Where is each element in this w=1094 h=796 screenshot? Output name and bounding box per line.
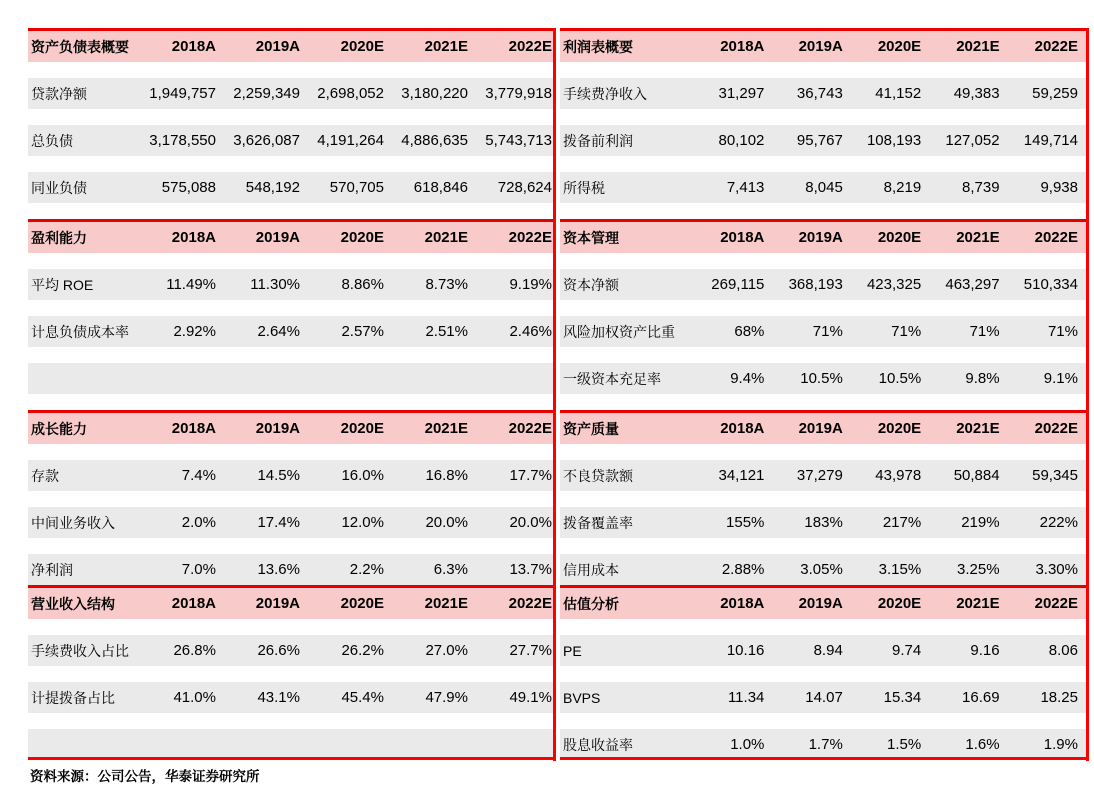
row-label: 信用成本 <box>563 561 619 578</box>
cell-value: 3,180,220 <box>401 85 468 102</box>
table-section <box>28 410 554 585</box>
row-label: 净利润 <box>31 561 73 578</box>
row-label: 资本净额 <box>563 276 619 293</box>
cell-value: 26.6% <box>257 642 300 659</box>
cell-value: 17.4% <box>257 514 300 531</box>
cell-value: 8.94 <box>813 642 843 659</box>
table-row <box>560 635 1086 666</box>
year-header-2021E: 2021E <box>424 229 468 246</box>
year-header-2021E: 2021E <box>424 595 468 612</box>
section-title: 资本管理 <box>563 229 619 246</box>
cell-value: 27.0% <box>425 642 468 659</box>
cell-value: 1.7% <box>808 736 843 753</box>
row-label: 手续费收入占比 <box>31 642 129 659</box>
year-header-2021E: 2021E <box>424 38 468 55</box>
cell-value: 20.0% <box>425 514 468 531</box>
cell-value: 9.74 <box>891 642 922 659</box>
left-table <box>28 28 554 760</box>
row-label: PE <box>563 642 582 659</box>
cell-value: 222% <box>1039 514 1078 531</box>
year-header-2022E: 2022E <box>508 595 552 612</box>
year-header-2018A: 2018A <box>171 420 216 437</box>
cell-value: 11.30% <box>250 276 300 293</box>
year-header-2022E: 2022E <box>508 229 552 246</box>
row-label: 一级资本充足率 <box>563 370 661 387</box>
row-label: 存款 <box>31 467 59 484</box>
row-label: 平均 ROE <box>31 276 94 293</box>
cell-value: 10.5% <box>800 370 843 387</box>
cell-value: 80,102 <box>718 132 765 149</box>
cell-value: 49,383 <box>953 85 1000 102</box>
table-row <box>560 125 1086 156</box>
table-divider-line <box>553 28 556 761</box>
table-row <box>28 172 554 203</box>
row-label: 中间业务收入 <box>31 514 115 531</box>
year-header-2022E: 2022E <box>1034 420 1078 437</box>
cell-value: 8,045 <box>805 179 843 196</box>
year-header-2020E: 2020E <box>340 420 384 437</box>
section-title: 营业收入结构 <box>31 595 115 612</box>
cell-value: 2.92% <box>173 323 216 340</box>
cell-value: 2.2% <box>349 561 384 578</box>
cell-value: 11.34 <box>727 689 765 706</box>
cell-value: 6.3% <box>433 561 468 578</box>
table-row <box>560 316 1086 347</box>
cell-value: 1,949,757 <box>149 85 216 102</box>
cell-value: 463,297 <box>945 276 1000 293</box>
cell-value: 2.57% <box>341 323 384 340</box>
cell-value: 49.1% <box>509 689 552 706</box>
row-label: 计提拨备占比 <box>31 689 115 706</box>
cell-value: 8,739 <box>962 179 1000 196</box>
year-header-2019A: 2019A <box>798 420 843 437</box>
section-header-row <box>28 219 554 253</box>
cell-value: 127,052 <box>945 132 1000 149</box>
year-header-2020E: 2020E <box>877 595 922 612</box>
cell-value: 47.9% <box>425 689 468 706</box>
cell-value: 16.0% <box>341 467 384 484</box>
year-header-2021E: 2021E <box>956 38 1000 55</box>
table-row <box>560 554 1086 585</box>
cell-value: 59,259 <box>1032 85 1078 102</box>
cell-value: 14.5% <box>257 467 300 484</box>
cell-value: 3.25% <box>957 561 1000 578</box>
table-row <box>560 682 1086 713</box>
year-header-2022E: 2022E <box>508 38 552 55</box>
right-table-bottom-line <box>560 757 1089 760</box>
cell-value: 27.7% <box>509 642 552 659</box>
year-header-2020E: 2020E <box>877 38 922 55</box>
table-section <box>28 219 554 394</box>
section-header-row <box>560 410 1086 444</box>
section-header-row <box>28 585 554 619</box>
year-header-2018A: 2018A <box>171 595 216 612</box>
cell-value: 95,767 <box>796 132 843 149</box>
cell-value: 423,325 <box>866 276 922 293</box>
cell-value: 34,121 <box>718 467 765 484</box>
year-header-2018A: 2018A <box>720 595 765 612</box>
cell-value: 368,193 <box>788 276 843 293</box>
year-header-2022E: 2022E <box>1034 595 1078 612</box>
table-section <box>560 410 1086 585</box>
row-label: 股息收益率 <box>563 736 633 753</box>
source-note: 资料来源：公司公告，华泰证券研究所 <box>30 769 260 784</box>
section-header-row <box>28 28 554 62</box>
year-header-2018A: 2018A <box>171 229 216 246</box>
cell-value: 570,705 <box>329 179 384 196</box>
year-header-2018A: 2018A <box>720 38 765 55</box>
cell-value: 50,884 <box>953 467 1000 484</box>
table-section <box>560 585 1086 760</box>
table-row <box>28 125 554 156</box>
cell-value: 26.8% <box>173 642 216 659</box>
year-header-2020E: 2020E <box>340 229 384 246</box>
cell-value: 12.0% <box>341 514 384 531</box>
cell-value: 2.88% <box>721 561 765 578</box>
table-row <box>28 635 554 666</box>
section-header-row <box>28 410 554 444</box>
year-header-2022E: 2022E <box>508 420 552 437</box>
table-row <box>560 729 1086 760</box>
year-header-2018A: 2018A <box>720 229 765 246</box>
cell-value: 9.8% <box>965 370 1000 387</box>
cell-value: 108,193 <box>866 132 922 149</box>
row-label: 所得税 <box>563 179 605 196</box>
cell-value: 2.46% <box>509 323 552 340</box>
table-row <box>560 172 1086 203</box>
cell-value: 16.69 <box>962 689 1000 706</box>
year-header-2020E: 2020E <box>340 38 384 55</box>
year-header-2019A: 2019A <box>798 229 843 246</box>
cell-value: 45.4% <box>341 689 384 706</box>
cell-value: 14.07 <box>805 689 843 706</box>
year-header-2022E: 2022E <box>1034 38 1078 55</box>
cell-value: 18.25 <box>1040 689 1078 706</box>
right-table <box>560 28 1086 760</box>
table-section <box>28 28 554 203</box>
cell-value: 36,743 <box>796 85 843 102</box>
cell-value: 13.6% <box>257 561 300 578</box>
cell-value: 16.8% <box>425 467 468 484</box>
cell-value: 3.15% <box>878 561 922 578</box>
year-header-2020E: 2020E <box>877 420 922 437</box>
cell-value: 1.9% <box>1043 736 1078 753</box>
table-row <box>28 460 554 491</box>
row-label: 计息负债成本率 <box>31 323 129 340</box>
cell-value: 4,886,635 <box>401 132 468 149</box>
row-label: 风险加权资产比重 <box>563 323 675 340</box>
year-header-2018A: 2018A <box>171 38 216 55</box>
table-row <box>28 682 554 713</box>
cell-value: 8.06 <box>1048 642 1078 659</box>
cell-value: 269,115 <box>711 276 765 293</box>
cell-value: 618,846 <box>413 179 468 196</box>
cell-value: 43.1% <box>257 689 300 706</box>
cell-value: 217% <box>882 514 922 531</box>
year-header-2021E: 2021E <box>956 420 1000 437</box>
table-row <box>28 507 554 538</box>
cell-value: 2.0% <box>181 514 216 531</box>
cell-value: 510,334 <box>1023 276 1078 293</box>
year-header-2019A: 2019A <box>255 595 300 612</box>
table-row <box>28 316 554 347</box>
table-row <box>28 363 554 394</box>
section-title: 成长能力 <box>31 420 87 437</box>
cell-value: 20.0% <box>509 514 552 531</box>
cell-value: 3,178,550 <box>149 132 216 149</box>
cell-value: 17.7% <box>509 467 552 484</box>
section-header-row <box>560 585 1086 619</box>
row-label: 总负债 <box>31 132 73 149</box>
table-section <box>28 585 554 760</box>
table-row <box>28 78 554 109</box>
year-header-2019A: 2019A <box>255 229 300 246</box>
table-section <box>560 219 1086 394</box>
cell-value: 155% <box>726 514 765 531</box>
section-title: 利润表概要 <box>563 38 633 55</box>
year-header-2019A: 2019A <box>255 38 300 55</box>
cell-value: 183% <box>804 514 843 531</box>
row-label: 拨备覆盖率 <box>563 514 633 531</box>
cell-value: 71% <box>1047 323 1078 340</box>
cell-value: 2,698,052 <box>317 85 384 102</box>
table-row <box>28 554 554 585</box>
section-title: 盈利能力 <box>31 229 87 246</box>
cell-value: 9.16 <box>970 642 1000 659</box>
year-header-2020E: 2020E <box>877 229 922 246</box>
table-row <box>560 363 1086 394</box>
cell-value: 2.51% <box>425 323 468 340</box>
cell-value: 3.30% <box>1035 561 1078 578</box>
cell-value: 41.0% <box>173 689 216 706</box>
cell-value: 71% <box>891 323 922 340</box>
cell-value: 41,152 <box>875 85 922 102</box>
cell-value: 8.73% <box>425 276 468 293</box>
cell-value: 1.5% <box>886 736 922 753</box>
row-label: 手续费净收入 <box>563 85 647 102</box>
cell-value: 9.4% <box>730 370 765 387</box>
table-row <box>560 78 1086 109</box>
year-header-2019A: 2019A <box>798 595 843 612</box>
table-row <box>28 269 554 300</box>
row-label: 不良贷款额 <box>563 467 633 484</box>
cell-value: 4,191,264 <box>317 132 384 149</box>
cell-value: 7.0% <box>181 561 216 578</box>
cell-value: 149,714 <box>1023 132 1078 149</box>
year-header-2019A: 2019A <box>798 38 843 55</box>
cell-value: 10.5% <box>878 370 922 387</box>
cell-value: 26.2% <box>341 642 384 659</box>
table-row <box>560 460 1086 491</box>
year-header-2020E: 2020E <box>340 595 384 612</box>
section-title: 资产质量 <box>563 420 619 437</box>
cell-value: 3.05% <box>800 561 843 578</box>
section-header-row <box>560 28 1086 62</box>
cell-value: 548,192 <box>245 179 300 196</box>
cell-value: 71% <box>969 323 1000 340</box>
cell-value: 5,743,713 <box>485 132 552 149</box>
table-row <box>560 269 1086 300</box>
row-label: BVPS <box>563 689 601 706</box>
year-header-2021E: 2021E <box>956 229 1000 246</box>
row-label: 拨备前利润 <box>563 132 633 149</box>
cell-value: 8,219 <box>883 179 922 196</box>
cell-value: 3,779,918 <box>485 85 552 102</box>
cell-value: 2,259,349 <box>233 85 300 102</box>
table-right-edge-line <box>1086 28 1089 761</box>
cell-value: 37,279 <box>796 467 843 484</box>
cell-value: 728,624 <box>497 179 552 196</box>
table-row <box>560 507 1086 538</box>
cell-value: 8.86% <box>341 276 384 293</box>
cell-value: 15.34 <box>883 689 922 706</box>
cell-value: 43,978 <box>875 467 922 484</box>
cell-value: 7,413 <box>726 179 765 196</box>
cell-value: 2.64% <box>257 323 300 340</box>
cell-value: 3,626,087 <box>233 132 300 149</box>
year-header-2018A: 2018A <box>720 420 765 437</box>
cell-value: 71% <box>812 323 843 340</box>
year-header-2022E: 2022E <box>1034 229 1078 246</box>
table-row <box>28 729 554 760</box>
year-header-2021E: 2021E <box>956 595 1000 612</box>
cell-value: 7.4% <box>181 467 216 484</box>
cell-value: 9.1% <box>1043 370 1078 387</box>
row-label: 贷款净额 <box>31 85 87 102</box>
section-title: 估值分析 <box>563 595 619 612</box>
cell-value: 219% <box>961 514 1000 531</box>
left-table-bottom-line <box>28 757 556 760</box>
cell-value: 31,297 <box>718 85 765 102</box>
cell-value: 575,088 <box>161 179 216 196</box>
cell-value: 9,938 <box>1040 179 1078 196</box>
year-header-2019A: 2019A <box>255 420 300 437</box>
cell-value: 13.7% <box>509 561 552 578</box>
section-title: 资产负债表概要 <box>31 38 129 55</box>
cell-value: 59,345 <box>1032 467 1078 484</box>
row-label: 同业负债 <box>31 179 87 196</box>
cell-value: 1.6% <box>965 736 1000 753</box>
section-header-row <box>560 219 1086 253</box>
cell-value: 1.0% <box>730 736 765 753</box>
table-section <box>560 28 1086 203</box>
year-header-2021E: 2021E <box>424 420 468 437</box>
cell-value: 10.16 <box>726 642 765 659</box>
cell-value: 11.49% <box>166 276 216 293</box>
cell-value: 9.19% <box>509 276 552 293</box>
cell-value: 68% <box>734 323 765 340</box>
